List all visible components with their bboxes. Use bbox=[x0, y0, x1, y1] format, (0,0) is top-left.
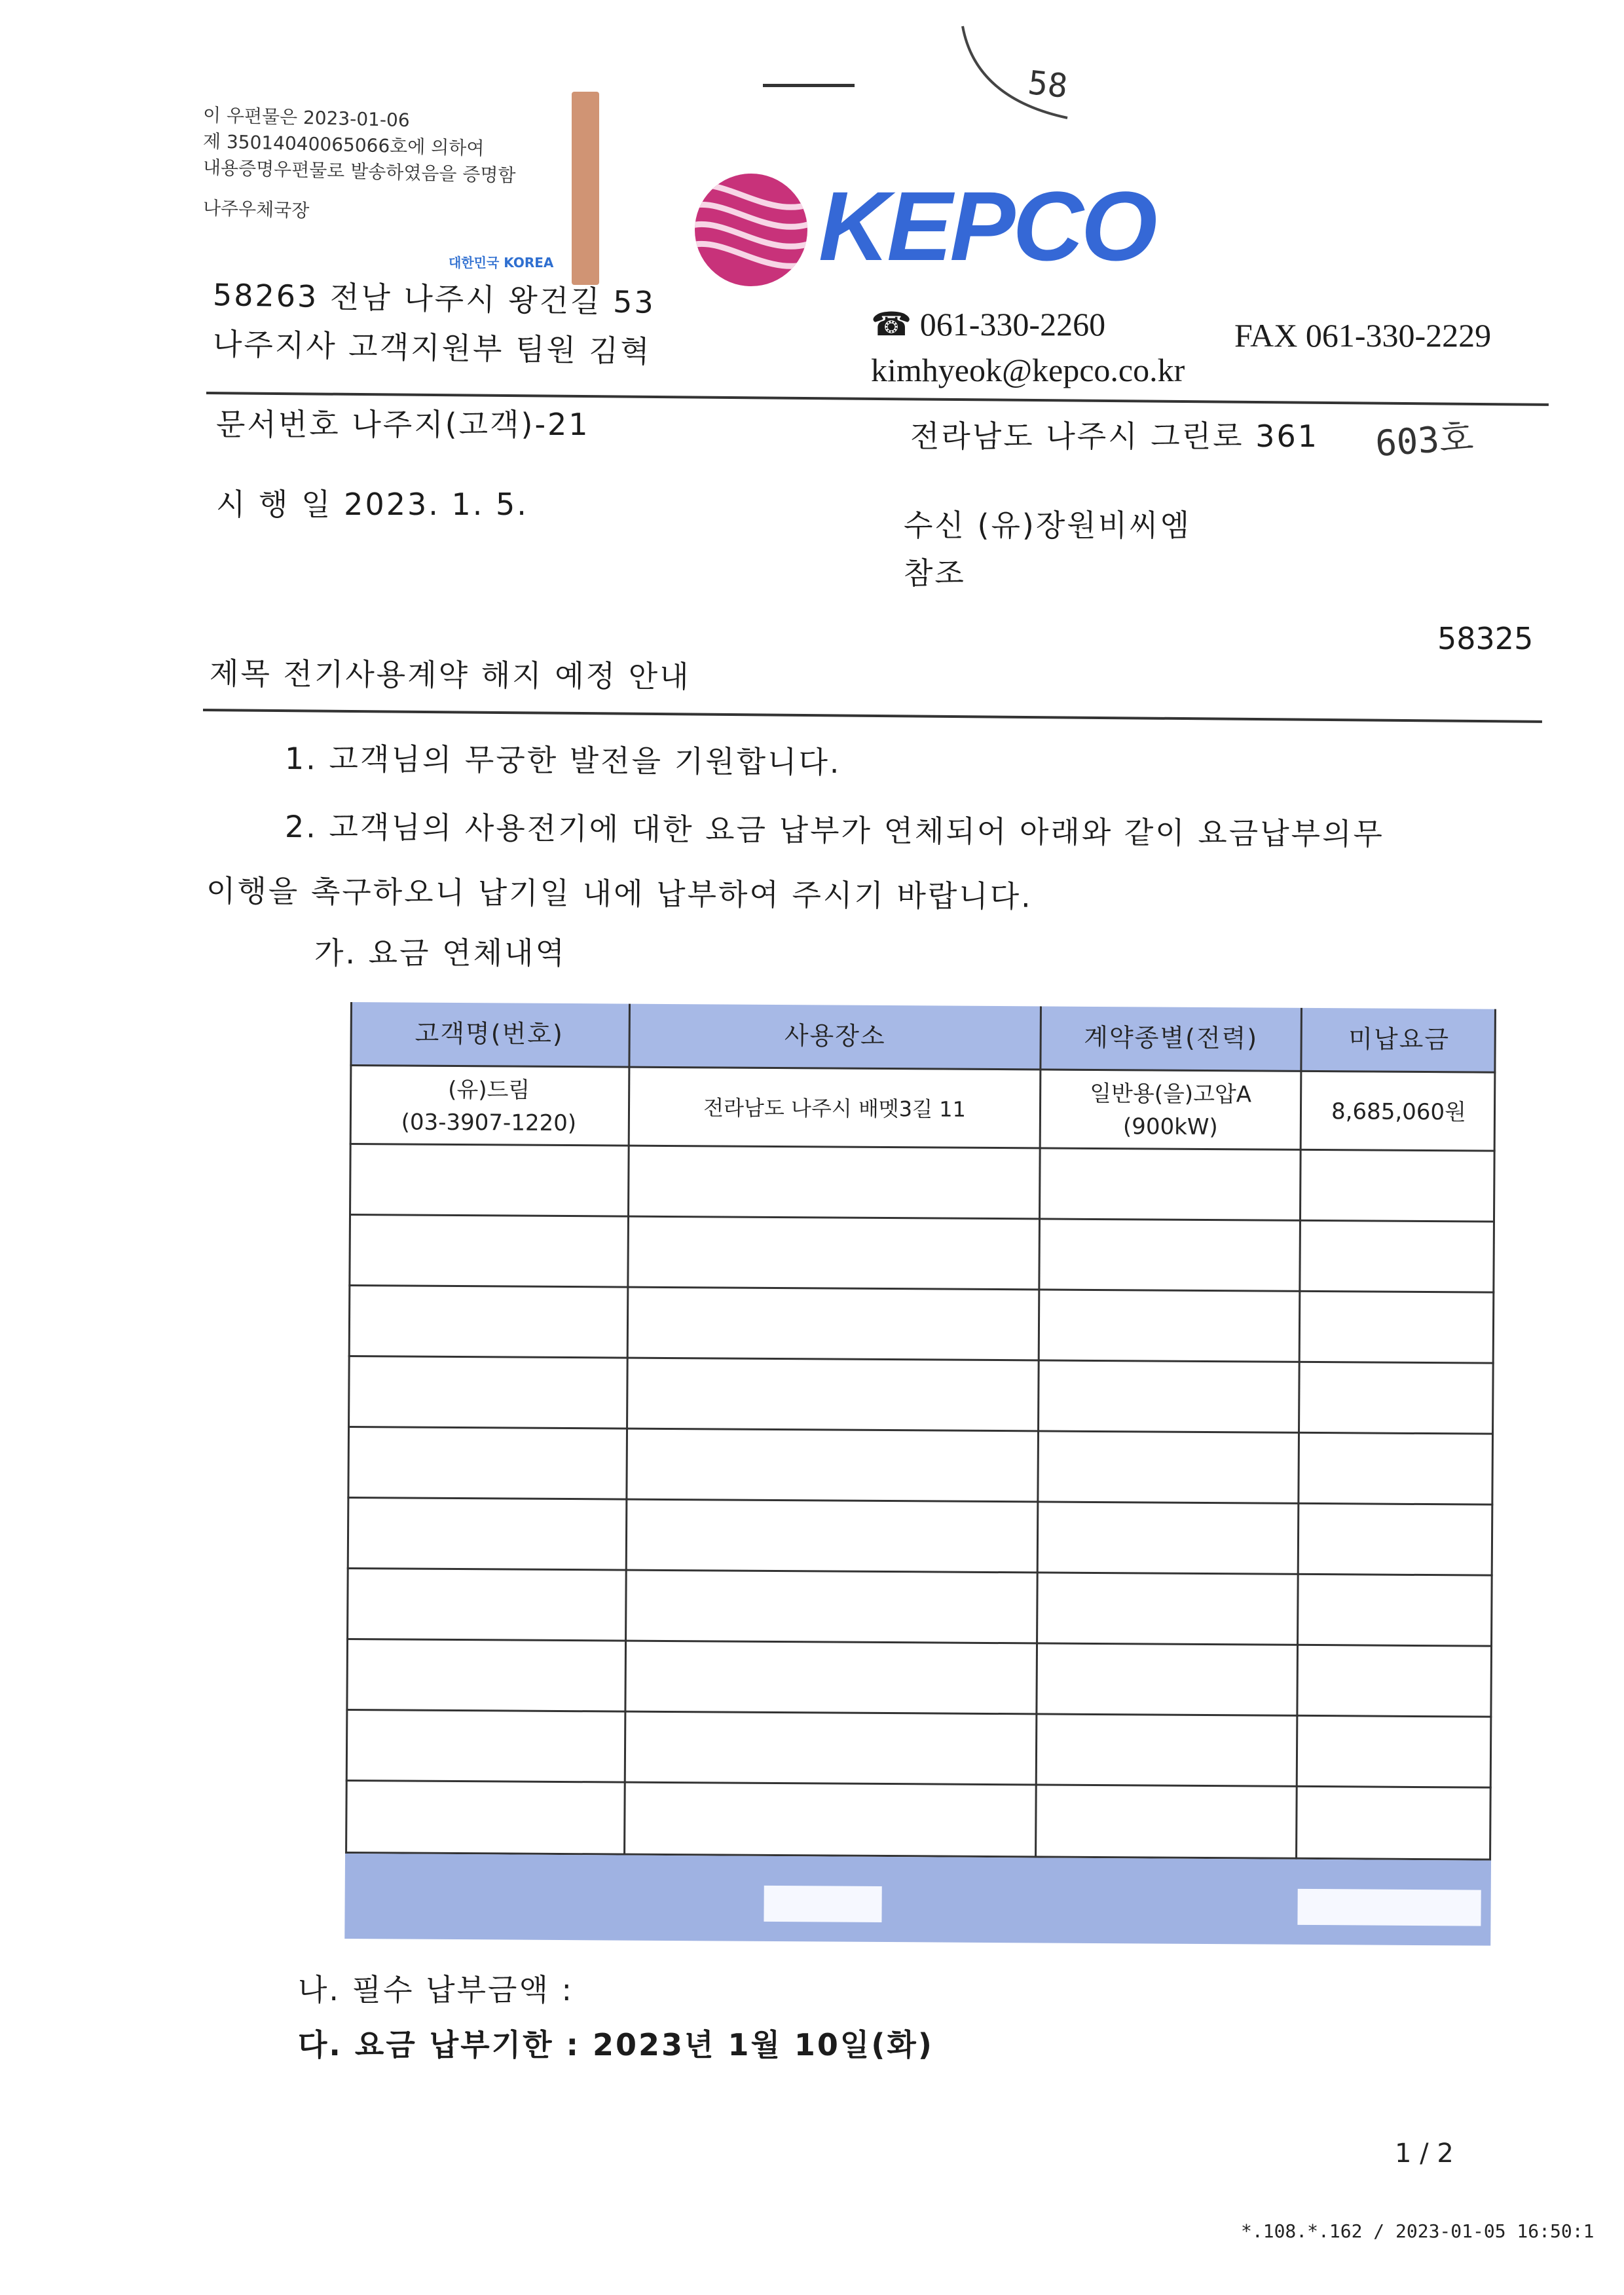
table-cell-contract-power: (900kW) bbox=[1122, 1113, 1218, 1141]
subject: 제목 전기사용계약 해지 예정 안내 bbox=[209, 656, 691, 695]
table-row bbox=[347, 1497, 1493, 1506]
table-cell-unpaid: 8,685,060원 bbox=[1331, 1098, 1467, 1126]
body-item-1: 1. 고객님의 무궁한 발전을 기원합니다. bbox=[284, 741, 841, 780]
sender-department: 나주지사 고객지원부 팀원 김혁 bbox=[212, 326, 652, 369]
recipient-address: 전라남도 나주시 그린로 361 bbox=[910, 419, 1320, 454]
table-row bbox=[346, 1638, 1492, 1647]
print-info: *.108.*.162 / 2023-01-05 16:50:1 bbox=[1241, 2220, 1595, 2242]
table-row bbox=[347, 1567, 1493, 1577]
table-header-contract: 계약종별(전력) bbox=[1084, 1022, 1259, 1053]
overdue-table bbox=[344, 1002, 1496, 1946]
table-total-amount-redacted bbox=[1297, 1889, 1481, 1926]
table-header-customer: 고객명(번호) bbox=[415, 1018, 564, 1049]
stamp-line-certify: 내용증명우편물로 발송하였음을 증명함 bbox=[202, 157, 516, 187]
stamp-line-office: 나주우체국장 bbox=[202, 197, 310, 222]
top-dash-mark bbox=[763, 84, 855, 87]
table-cell-customer-number: (03-3907-1220) bbox=[401, 1109, 577, 1137]
stamp-korea-label: 대한민국 KOREA bbox=[449, 255, 554, 271]
table-row bbox=[349, 1214, 1495, 1223]
table-row bbox=[346, 1709, 1492, 1718]
table-cell-location: 전라남도 나주시 배멧3길 11 bbox=[703, 1095, 966, 1122]
sender-phone: ☎ 061-330-2260 bbox=[871, 306, 1106, 343]
table-row bbox=[346, 1780, 1492, 1789]
stamp-side-tab bbox=[572, 92, 599, 285]
table-row bbox=[348, 1284, 1494, 1294]
kepco-logo-text: KEPCO bbox=[819, 171, 1155, 281]
handwritten-mark: 58 bbox=[1026, 64, 1070, 105]
reference: 참조 bbox=[904, 555, 966, 591]
page-number: 1 / 2 bbox=[1395, 2138, 1454, 2169]
table-header-location: 사용장소 bbox=[784, 1021, 886, 1051]
table-row bbox=[348, 1355, 1494, 1364]
table-cell-contract-type: 일반용(을)고압A bbox=[1090, 1080, 1252, 1108]
sender-email: kimhyeok@kepco.co.kr bbox=[871, 352, 1185, 388]
recipient-address-handwritten: 603호 bbox=[1374, 416, 1475, 465]
table-row bbox=[348, 1426, 1494, 1435]
sender-fax: FAX 061-330-2229 bbox=[1234, 317, 1492, 354]
recipient: 수신 (유)장원비씨엠 bbox=[904, 508, 1192, 543]
body-item-2-line-1: 2. 고객님의 사용전기에 대한 요금 납부가 연체되어 아래와 같이 요금납부의무 bbox=[284, 809, 1385, 852]
postal-certification-stamp bbox=[180, 92, 599, 285]
kepco-emblem-icon bbox=[693, 172, 809, 288]
issue-date: 시 행 일 2023. 1. 5. bbox=[216, 487, 528, 522]
section-b-required-amount: 나. 필수 납부금액 : bbox=[298, 1972, 574, 2007]
table-cell-customer-name: (유)드림 bbox=[448, 1076, 530, 1104]
body-item-2-line-2: 이행을 촉구하오니 납기일 내에 납부하여 주시기 바랍니다. bbox=[206, 873, 1033, 914]
stamp-line-number: 제 35014040065066호에 의하여 bbox=[202, 130, 485, 160]
header-divider bbox=[206, 392, 1549, 406]
stamp-line-date: 이 우편물은 2023-01-06 bbox=[202, 104, 411, 132]
sender-address: 58263 전남 나주시 왕건길 53 bbox=[212, 277, 656, 320]
table-total-redacted bbox=[764, 1886, 881, 1922]
section-a-title: 가. 요금 연체내역 bbox=[314, 935, 566, 971]
postal-code: 58325 bbox=[1437, 621, 1534, 656]
section-c-due-date: 다. 요금 납부기한 : 2023년 1월 10일(화) bbox=[298, 2027, 934, 2062]
subject-divider bbox=[203, 709, 1542, 723]
document-number: 문서번호 나주지(고객)-21 bbox=[216, 407, 590, 442]
table-header-unpaid: 미납요금 bbox=[1348, 1024, 1450, 1054]
